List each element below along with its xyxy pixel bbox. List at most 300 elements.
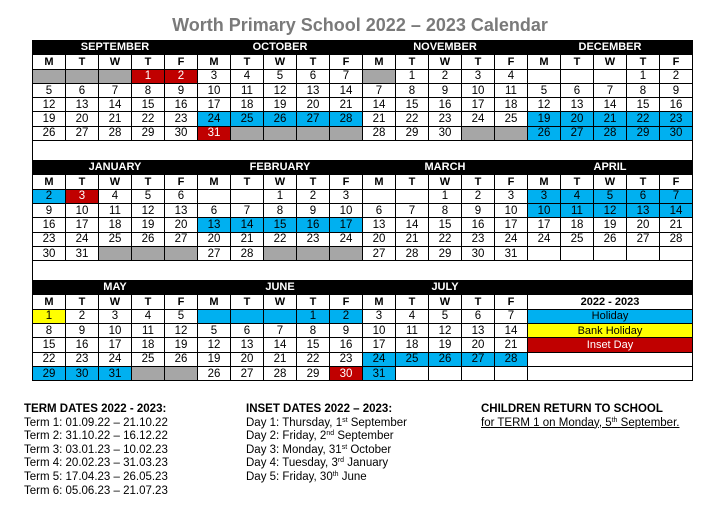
term-date-item: Term 6: 05.06.23 – 21.07.23 bbox=[24, 484, 168, 497]
calendar-day: 4 bbox=[99, 189, 132, 203]
calendar-day: 28 bbox=[330, 112, 363, 126]
calendar-day: 13 bbox=[561, 98, 594, 112]
calendar-day: 21 bbox=[660, 218, 693, 232]
calendar-day: 24 bbox=[462, 112, 495, 126]
calendar-day: 10 bbox=[495, 203, 528, 217]
calendar-day: 21 bbox=[495, 338, 528, 352]
calendar-day: 5 bbox=[33, 83, 66, 97]
day-header: F bbox=[330, 55, 363, 69]
calendar-day: 22 bbox=[429, 232, 462, 246]
calendar-day: 17 bbox=[99, 338, 132, 352]
calendar-day: 26 bbox=[198, 366, 231, 380]
calendar-day: 18 bbox=[495, 98, 528, 112]
calendar-day: 11 bbox=[99, 203, 132, 217]
inset-date-item: Day 2: Friday, 2nd September bbox=[246, 430, 394, 443]
calendar-day: 24 bbox=[66, 232, 99, 246]
calendar-empty-cell bbox=[528, 246, 561, 260]
calendar-empty-cell bbox=[363, 189, 396, 203]
month-header-row bbox=[33, 161, 693, 175]
day-header: T bbox=[132, 175, 165, 189]
return-to-school-section bbox=[481, 403, 679, 430]
day-header: T bbox=[396, 55, 429, 69]
calendar-day: 26 bbox=[132, 232, 165, 246]
day-header: T bbox=[66, 295, 99, 309]
calendar-day: 8 bbox=[396, 83, 429, 97]
calendar-day: 1 bbox=[627, 69, 660, 83]
calendar-empty-cell bbox=[198, 309, 231, 323]
calendar-day: 13 bbox=[363, 218, 396, 232]
calendar-empty-cell bbox=[198, 189, 231, 203]
calendar-day: 6 bbox=[231, 324, 264, 338]
calendar-day: 16 bbox=[297, 218, 330, 232]
day-header: W bbox=[99, 55, 132, 69]
day-header: W bbox=[264, 55, 297, 69]
calendar-empty-cell bbox=[561, 69, 594, 83]
calendar-day: 3 bbox=[198, 69, 231, 83]
calendar-day: 8 bbox=[132, 83, 165, 97]
month-name: NOVEMBER bbox=[363, 41, 528, 55]
week-row bbox=[33, 98, 693, 112]
calendar-day: 3 bbox=[99, 309, 132, 323]
calendar-day: 10 bbox=[363, 324, 396, 338]
key-holiday: Holiday bbox=[528, 309, 693, 323]
calendar-day: 16 bbox=[429, 98, 462, 112]
calendar-day: 27 bbox=[627, 232, 660, 246]
calendar-day: 13 bbox=[627, 203, 660, 217]
calendar-day: 14 bbox=[363, 98, 396, 112]
calendar-day: 27 bbox=[198, 246, 231, 260]
calendar-day: 22 bbox=[627, 112, 660, 126]
calendar-day: 31 bbox=[495, 246, 528, 260]
calendar-day: 19 bbox=[264, 98, 297, 112]
day-header: F bbox=[495, 175, 528, 189]
calendar-day: 15 bbox=[264, 218, 297, 232]
calendar-day: 2 bbox=[66, 309, 99, 323]
calendar-empty-cell bbox=[297, 246, 330, 260]
week-row bbox=[33, 83, 693, 97]
calendar-day: 28 bbox=[594, 126, 627, 140]
calendar-day: 19 bbox=[33, 112, 66, 126]
week-row bbox=[33, 69, 693, 83]
calendar-day: 26 bbox=[594, 232, 627, 246]
day-header: M bbox=[33, 295, 66, 309]
day-header: T bbox=[297, 295, 330, 309]
calendar-empty-cell bbox=[66, 69, 99, 83]
calendar-day: 3 bbox=[330, 189, 363, 203]
day-header: M bbox=[198, 295, 231, 309]
calendar-day: 15 bbox=[132, 98, 165, 112]
calendar-day: 2 bbox=[330, 309, 363, 323]
calendar-day: 7 bbox=[363, 83, 396, 97]
calendar-day: 4 bbox=[396, 309, 429, 323]
day-header: W bbox=[264, 175, 297, 189]
day-header: W bbox=[429, 55, 462, 69]
calendar-day: 11 bbox=[495, 83, 528, 97]
calendar-day: 11 bbox=[132, 324, 165, 338]
calendar-empty-cell bbox=[132, 246, 165, 260]
calendar-day: 10 bbox=[330, 203, 363, 217]
calendar-day: 14 bbox=[99, 98, 132, 112]
calendar-day: 19 bbox=[594, 218, 627, 232]
calendar-day: 24 bbox=[363, 352, 396, 366]
calendar-day: 26 bbox=[165, 352, 198, 366]
calendar-day: 12 bbox=[528, 98, 561, 112]
calendar-day: 29 bbox=[33, 366, 66, 380]
calendar-day: 9 bbox=[33, 203, 66, 217]
calendar-day: 8 bbox=[264, 203, 297, 217]
calendar-day: 9 bbox=[429, 83, 462, 97]
calendar-day: 12 bbox=[264, 83, 297, 97]
calendar-day: 18 bbox=[99, 218, 132, 232]
day-header: T bbox=[561, 175, 594, 189]
calendar-empty-cell bbox=[495, 366, 528, 380]
calendar-day: 20 bbox=[198, 232, 231, 246]
day-header: T bbox=[297, 55, 330, 69]
calendar-day: 9 bbox=[297, 203, 330, 217]
day-header: T bbox=[627, 175, 660, 189]
key-inset-day: Inset Day bbox=[528, 338, 693, 352]
calendar-day: 30 bbox=[165, 126, 198, 140]
calendar-day: 5 bbox=[264, 69, 297, 83]
day-header: W bbox=[99, 175, 132, 189]
calendar-day: 7 bbox=[231, 203, 264, 217]
calendar-day: 28 bbox=[363, 126, 396, 140]
calendar-day: 23 bbox=[330, 352, 363, 366]
calendar-day: 2 bbox=[33, 189, 66, 203]
calendar-empty-cell bbox=[231, 126, 264, 140]
calendar-empty-cell bbox=[528, 69, 561, 83]
calendar-day: 4 bbox=[495, 69, 528, 83]
calendar-day: 24 bbox=[99, 352, 132, 366]
calendar-day: 21 bbox=[99, 112, 132, 126]
calendar-day: 16 bbox=[165, 98, 198, 112]
month-name: JUNE bbox=[198, 281, 363, 295]
week-row bbox=[33, 352, 693, 366]
calendar-day: 2 bbox=[297, 189, 330, 203]
month-header-row bbox=[33, 281, 693, 295]
key-title: 2022 - 2023 bbox=[528, 295, 693, 309]
day-header: M bbox=[528, 175, 561, 189]
calendar-day: 23 bbox=[462, 232, 495, 246]
calendar-empty-cell bbox=[330, 246, 363, 260]
calendar-day: 2 bbox=[165, 69, 198, 83]
day-header: T bbox=[462, 295, 495, 309]
day-header: T bbox=[231, 295, 264, 309]
calendar-day: 6 bbox=[363, 203, 396, 217]
day-header: F bbox=[660, 175, 693, 189]
month-name: MAY bbox=[33, 281, 198, 295]
calendar-day: 25 bbox=[99, 232, 132, 246]
inset-dates-heading: INSET DATES 2022 – 2023: bbox=[246, 403, 393, 415]
day-header: F bbox=[330, 175, 363, 189]
calendar-day: 3 bbox=[495, 189, 528, 203]
day-header: M bbox=[363, 55, 396, 69]
calendar-day: 27 bbox=[231, 366, 264, 380]
calendar-day: 13 bbox=[297, 83, 330, 97]
calendar-day: 14 bbox=[660, 203, 693, 217]
calendar-day: 12 bbox=[132, 203, 165, 217]
block-spacer-cell bbox=[33, 141, 693, 161]
calendar-empty-cell bbox=[99, 69, 132, 83]
week-row bbox=[33, 366, 693, 380]
calendar-day: 8 bbox=[429, 203, 462, 217]
day-header: T bbox=[132, 55, 165, 69]
inset-date-item: Day 4: Tuesday, 3rd January bbox=[246, 457, 389, 470]
calendar-day: 23 bbox=[165, 112, 198, 126]
calendar-day: 21 bbox=[264, 352, 297, 366]
calendar-day: 25 bbox=[396, 352, 429, 366]
month-name: OCTOBER bbox=[198, 41, 363, 55]
calendar-day: 6 bbox=[66, 83, 99, 97]
calendar-day: 11 bbox=[561, 203, 594, 217]
calendar-day: 24 bbox=[198, 112, 231, 126]
calendar-empty-cell bbox=[363, 69, 396, 83]
calendar-empty-cell bbox=[561, 246, 594, 260]
calendar-day: 7 bbox=[660, 189, 693, 203]
calendar-day: 27 bbox=[462, 352, 495, 366]
calendar-day: 1 bbox=[396, 69, 429, 83]
calendar-day: 5 bbox=[429, 309, 462, 323]
calendar-empty-cell bbox=[231, 309, 264, 323]
calendar-day: 18 bbox=[396, 338, 429, 352]
day-header: F bbox=[495, 295, 528, 309]
calendar-day: 9 bbox=[462, 203, 495, 217]
calendar-day: 15 bbox=[396, 98, 429, 112]
calendar-day: 2 bbox=[429, 69, 462, 83]
calendar-day: 14 bbox=[594, 98, 627, 112]
calendar-empty-cell bbox=[264, 246, 297, 260]
calendar-day: 17 bbox=[363, 338, 396, 352]
calendar-empty-cell bbox=[165, 246, 198, 260]
calendar-day: 23 bbox=[429, 112, 462, 126]
calendar-day: 27 bbox=[165, 232, 198, 246]
calendar-day: 12 bbox=[198, 338, 231, 352]
calendar-day: 31 bbox=[66, 246, 99, 260]
calendar-day: 3 bbox=[363, 309, 396, 323]
calendar-empty-cell bbox=[594, 246, 627, 260]
calendar-day: 20 bbox=[363, 232, 396, 246]
calendar-empty-cell bbox=[33, 69, 66, 83]
month-name: SEPTEMBER bbox=[33, 41, 198, 55]
calendar-empty-cell bbox=[429, 366, 462, 380]
calendar-day: 15 bbox=[33, 338, 66, 352]
week-row bbox=[33, 338, 693, 352]
calendar-day: 3 bbox=[528, 189, 561, 203]
calendar-empty-cell bbox=[165, 366, 198, 380]
calendar-day: 5 bbox=[198, 324, 231, 338]
calendar-day: 17 bbox=[66, 218, 99, 232]
calendar-empty-cell bbox=[594, 69, 627, 83]
calendar-day: 17 bbox=[330, 218, 363, 232]
key-bank-holiday: Bank Holiday bbox=[528, 324, 693, 338]
calendar-day: 25 bbox=[231, 112, 264, 126]
calendar-day: 18 bbox=[132, 338, 165, 352]
day-header: T bbox=[231, 175, 264, 189]
day-header: F bbox=[165, 175, 198, 189]
calendar-day: 21 bbox=[231, 232, 264, 246]
calendar-day: 15 bbox=[297, 338, 330, 352]
calendar-day: 31 bbox=[363, 366, 396, 380]
calendar-empty-cell bbox=[627, 246, 660, 260]
calendar-day: 2 bbox=[660, 69, 693, 83]
term-date-item: Term 1: 01.09.22 – 21.10.22 bbox=[24, 416, 168, 429]
calendar-day: 19 bbox=[198, 352, 231, 366]
return-heading: CHILDREN RETURN TO SCHOOL bbox=[481, 403, 663, 415]
day-header: T bbox=[462, 55, 495, 69]
day-header-row bbox=[33, 295, 693, 309]
calendar-day: 1 bbox=[264, 189, 297, 203]
calendar-day: 27 bbox=[66, 126, 99, 140]
day-header: W bbox=[594, 55, 627, 69]
calendar-day: 10 bbox=[66, 203, 99, 217]
calendar-day: 20 bbox=[297, 98, 330, 112]
inset-date-item: Day 1: Thursday, 1st September bbox=[246, 416, 407, 429]
calendar-empty-cell bbox=[396, 366, 429, 380]
calendar-day: 18 bbox=[231, 98, 264, 112]
calendar-day: 16 bbox=[330, 338, 363, 352]
week-row bbox=[33, 189, 693, 203]
calendar-day: 17 bbox=[495, 218, 528, 232]
calendar-day: 1 bbox=[297, 309, 330, 323]
calendar-day: 1 bbox=[429, 189, 462, 203]
calendar-day: 7 bbox=[396, 203, 429, 217]
calendar-day: 16 bbox=[66, 338, 99, 352]
day-header: T bbox=[297, 175, 330, 189]
calendar-day: 26 bbox=[528, 126, 561, 140]
day-header: M bbox=[33, 175, 66, 189]
calendar-day: 29 bbox=[132, 126, 165, 140]
calendar-day: 7 bbox=[264, 324, 297, 338]
calendar-day: 20 bbox=[462, 338, 495, 352]
calendar-day: 19 bbox=[429, 338, 462, 352]
calendar-day: 30 bbox=[66, 366, 99, 380]
calendar-day: 13 bbox=[462, 324, 495, 338]
calendar-day: 24 bbox=[330, 232, 363, 246]
calendar-day: 21 bbox=[594, 112, 627, 126]
calendar-day: 6 bbox=[198, 203, 231, 217]
week-row bbox=[33, 218, 693, 232]
term-date-item: Term 5: 17.04.23 – 26.05.23 bbox=[24, 470, 168, 483]
calendar-day: 30 bbox=[33, 246, 66, 260]
calendar-empty-cell bbox=[264, 126, 297, 140]
week-row bbox=[33, 246, 693, 260]
calendar-day: 25 bbox=[495, 112, 528, 126]
calendar-day: 2 bbox=[462, 189, 495, 203]
calendar-day: 18 bbox=[561, 218, 594, 232]
calendar-day: 29 bbox=[297, 366, 330, 380]
week-row bbox=[33, 324, 693, 338]
calendar-day: 22 bbox=[264, 232, 297, 246]
calendar-day: 27 bbox=[297, 112, 330, 126]
block-spacer bbox=[33, 261, 693, 281]
calendar-day: 29 bbox=[396, 126, 429, 140]
calendar-day: 28 bbox=[495, 352, 528, 366]
calendar-day: 22 bbox=[297, 352, 330, 366]
month-name: APRIL bbox=[528, 161, 693, 175]
day-header: T bbox=[66, 175, 99, 189]
month-name: DECEMBER bbox=[528, 41, 693, 55]
calendar-day: 19 bbox=[528, 112, 561, 126]
calendar-day: 14 bbox=[264, 338, 297, 352]
calendar-day: 15 bbox=[429, 218, 462, 232]
day-header: W bbox=[264, 295, 297, 309]
month-name: MARCH bbox=[363, 161, 528, 175]
page-title: Worth Primary School 2022 – 2023 Calendar bbox=[172, 15, 548, 35]
calendar-day: 28 bbox=[264, 366, 297, 380]
calendar-day: 10 bbox=[528, 203, 561, 217]
calendar-day: 29 bbox=[627, 126, 660, 140]
calendar-empty-cell bbox=[132, 366, 165, 380]
calendar-empty-cell bbox=[660, 246, 693, 260]
calendar-day: 9 bbox=[330, 324, 363, 338]
calendar-day: 30 bbox=[429, 126, 462, 140]
calendar-day: 24 bbox=[495, 232, 528, 246]
calendar-day: 27 bbox=[561, 126, 594, 140]
week-row bbox=[33, 232, 693, 246]
calendar-day: 6 bbox=[297, 69, 330, 83]
calendar-day: 30 bbox=[330, 366, 363, 380]
calendar-day: 3 bbox=[66, 189, 99, 203]
calendar-day: 1 bbox=[33, 309, 66, 323]
day-header: F bbox=[165, 55, 198, 69]
calendar-empty-cell bbox=[231, 189, 264, 203]
return-detail: for TERM 1 on Monday, 5th September. bbox=[481, 416, 680, 429]
term-dates-section bbox=[24, 403, 168, 498]
calendar-day: 20 bbox=[561, 112, 594, 126]
calendar-day: 17 bbox=[462, 98, 495, 112]
inset-dates-section bbox=[246, 403, 407, 485]
day-header: W bbox=[99, 295, 132, 309]
calendar-day: 20 bbox=[231, 352, 264, 366]
calendar-day: 6 bbox=[561, 83, 594, 97]
calendar-day: 9 bbox=[660, 83, 693, 97]
week-row bbox=[33, 203, 693, 217]
calendar-day: 30 bbox=[660, 126, 693, 140]
calendar-day: 23 bbox=[33, 232, 66, 246]
day-header: T bbox=[462, 175, 495, 189]
day-header: T bbox=[561, 55, 594, 69]
day-header: W bbox=[429, 175, 462, 189]
day-header: F bbox=[495, 55, 528, 69]
calendar-day: 7 bbox=[495, 309, 528, 323]
day-header: M bbox=[363, 295, 396, 309]
key-empty-cell bbox=[528, 366, 693, 380]
calendar-day: 14 bbox=[495, 324, 528, 338]
day-header-row bbox=[33, 55, 693, 69]
calendar-day: 13 bbox=[66, 98, 99, 112]
calendar-day: 8 bbox=[627, 83, 660, 97]
calendar-day: 3 bbox=[462, 69, 495, 83]
calendar-empty-cell bbox=[396, 189, 429, 203]
calendar-day: 28 bbox=[660, 232, 693, 246]
day-header: M bbox=[198, 55, 231, 69]
day-header: M bbox=[363, 175, 396, 189]
calendar-day: 24 bbox=[528, 232, 561, 246]
month-name: JANUARY bbox=[33, 161, 198, 175]
calendar-empty-cell bbox=[495, 126, 528, 140]
calendar-day: 20 bbox=[165, 218, 198, 232]
calendar-day: 23 bbox=[66, 352, 99, 366]
calendar-day: 6 bbox=[462, 309, 495, 323]
week-row bbox=[33, 126, 693, 140]
calendar-day: 4 bbox=[132, 309, 165, 323]
calendar-day: 30 bbox=[462, 246, 495, 260]
calendar-day: 13 bbox=[165, 203, 198, 217]
calendar-day: 7 bbox=[594, 83, 627, 97]
calendar-day: 6 bbox=[165, 189, 198, 203]
term-date-item: Term 4: 20.02.23 – 31.03.23 bbox=[24, 457, 168, 470]
calendar-day: 28 bbox=[396, 246, 429, 260]
